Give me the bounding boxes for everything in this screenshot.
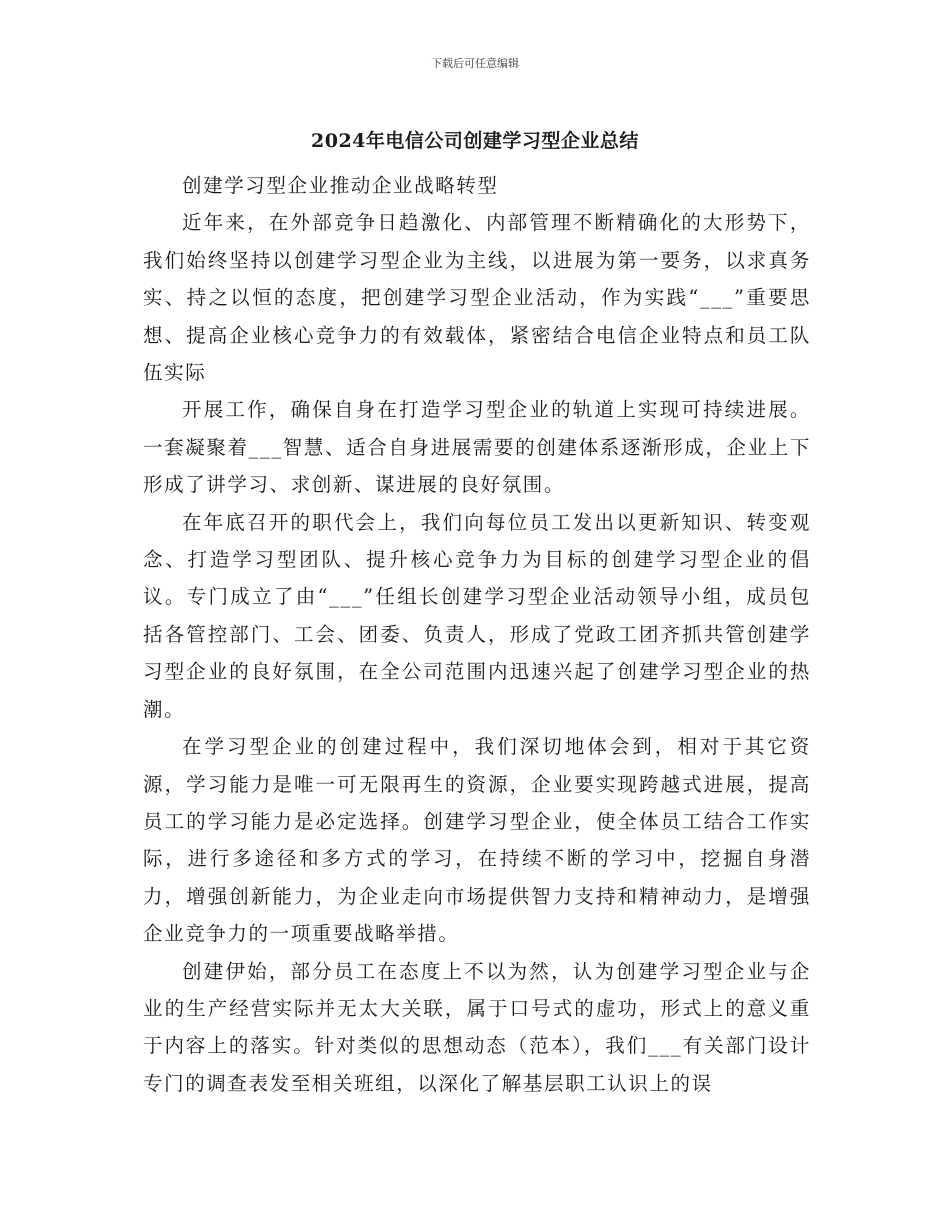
document-body [143,167,811,1102]
header-note: 下载后可任意编辑 [431,57,519,70]
paragraph: 开展工作，确保自身在打造学习型企业的轨道上实现可持续进展。一套凝聚着___智慧、适合自身进展需要的创建体系逐渐形成，企业上下形成了讲学习、求创新、谋进展的良好氛围。 [143,398,811,497]
paragraph: 创建学习型企业推动企业战略转型 [182,174,499,197]
paragraph: 创建伊始，部分员工在态度上不以为然，认为创建学习型企业与企业的生产经营实际并无太大关联，属于口号式的虚功，形式上的意义重于内容上的落实。针对类似的思想动态（范本），我们___有关部门设计专门的调查表发至相关班组，以深化了解基层职工认识上的误 [143,959,811,1095]
document-title: 2024年电信公司创建学习型企业总结 [311,130,639,152]
paragraph: 在年底召开的职代会上，我们向每位员工发出以更新知识、转变观念、打造学习型团队、提升核心竞争力为目标的创建学习型企业的倡议。专门成立了由“___”任组长创建学习型企业活动领导小组，成员包括各管控部门、工会、团委、负责人，形成了党政工团齐抓共管创建学习型企业的良好氛围，在全公司范围内迅速兴起了创建学习型企业的热潮。 [143,510,811,721]
paragraph: 在学习型企业的创建过程中，我们深切地体会到，相对于其它资源，学习能力是唯一可无限再生的资源，企业要实现跨越式进展，提高员工的学习能力是必定选择。创建学习型企业，使全体员工结合工作实际，进行多途径和多方式的学习，在持续不断的学习中，挖掘自身潜力，增强创新能力，为企业走向市场提供智力支持和精神动力，是增强企业竞争力的一项重要战略举措。 [143,735,811,946]
paragraph: 近年来，在外部竞争日趋激化、内部管理不断精确化的大形势下，我们始终坚持以创建学习型企业为主线，以进展为第一要务，以求真务实、持之以恒的态度，把创建学习型企业活动，作为实践“___”重要思想、提高企业核心竞争力的有效载体，紧密结合电信企业特点和员工队伍实际 [143,211,811,385]
